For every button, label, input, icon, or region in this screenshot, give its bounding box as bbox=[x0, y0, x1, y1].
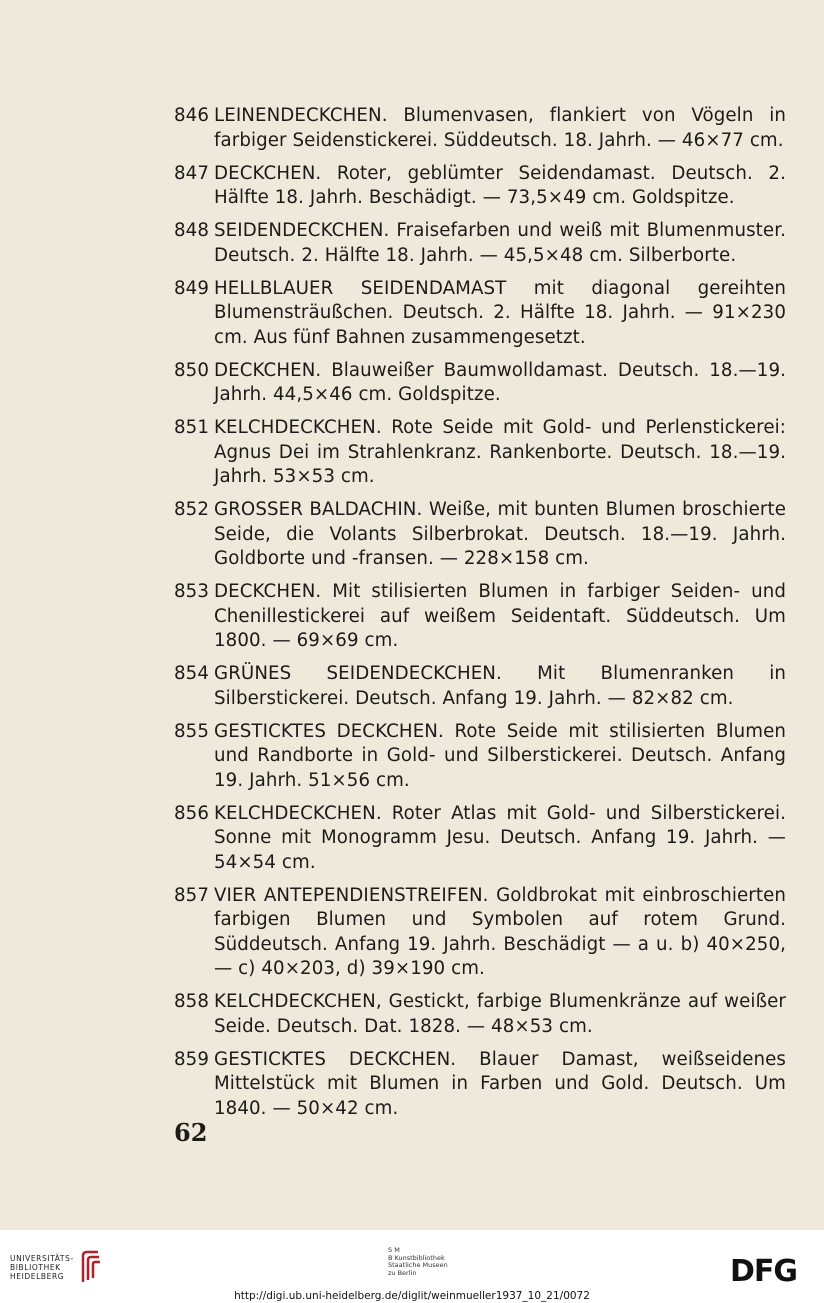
catalog-entry bbox=[174, 219, 786, 268]
digitization-footer bbox=[0, 1230, 824, 1303]
entry-number: 852 bbox=[174, 499, 210, 520]
entry-text: LEINENDECKCHEN. Blumenvasen, flankiert von Vögeln in farbiger Seidenstickerei. Süddeutsch. 18. Jahrh. — 46×77 cm. bbox=[214, 105, 786, 151]
entry-number: 854 bbox=[174, 663, 210, 684]
catalog-entry bbox=[174, 990, 786, 1039]
entry-number: 853 bbox=[174, 581, 210, 602]
catalog-entry bbox=[174, 359, 786, 408]
svg-text:DFG: DFG bbox=[730, 1256, 798, 1284]
catalog-entry bbox=[174, 580, 786, 654]
entry-text: GESTICKTES DECKCHEN. Rote Seide mit stilisierten Blumen und Randborte in Gold- und Silberstickerei. Deutsch. Anfang 19. Jahrh. 51×56 cm. bbox=[214, 720, 786, 791]
catalog-entry bbox=[174, 416, 786, 490]
entry-text: SEIDENDECKCHEN. Fraisefarben und weiß mit Blumenmuster. Deutsch. 2. Hälfte 18. Jahrh. — 45,5×48 cm. Silberborte. bbox=[214, 220, 786, 266]
entry-text: DECKCHEN. Mit stilisierten Blumen in farbiger Seiden- und Chenillestickerei auf weißem Seidentaft. Süddeutsch. Um 1800. — 69×69 cm. bbox=[214, 581, 786, 651]
entry-number: 849 bbox=[174, 277, 210, 299]
entry-number: 856 bbox=[174, 802, 210, 824]
entry-text: GROSSER BALDACHIN. Weiße, mit bunten Blumen broschierte Seide, die Volants Silberbrokat. Deutsch. 18.—19. Jahrh. Goldborte und -fransen. — 228×158 cm. bbox=[214, 499, 786, 569]
catalog-entry bbox=[174, 720, 786, 794]
catalog-entry bbox=[174, 662, 786, 711]
entry-text: VIER ANTEPENDIENSTREIFEN. Goldbrokat mit einbroschierten farbigen Blumen und Symbolen auf rotem Grund. Süddeutsch. Anfang 19. Jahrh. Beschädigt — a u. b) 40×250, — c) 40×203, d) 39×190 cm. bbox=[214, 884, 786, 979]
entry-text: KELCHDECKCHEN, Gestickt, farbige Blumenkränze auf weißer Seide. Deutsch. Dat. 1828. — 48×53 cm. bbox=[214, 991, 786, 1037]
entry-number: 858 bbox=[174, 991, 210, 1012]
catalog-entry bbox=[174, 498, 786, 572]
catalog-entry bbox=[174, 162, 786, 211]
dfg-logo[interactable] bbox=[730, 1256, 812, 1288]
catalog-entry bbox=[174, 884, 786, 982]
page-number: 62 bbox=[174, 1118, 208, 1147]
entry-number: 847 bbox=[174, 162, 210, 184]
entry-text: KELCHDECKCHEN. Roter Atlas mit Gold- und Silberstickerei. Sonne mit Monogramm Jesu. Deutsch. Anfang 19. Jahrh. — 54×54 cm. bbox=[214, 802, 786, 873]
entry-number: 857 bbox=[174, 884, 210, 906]
university-library-logo[interactable] bbox=[10, 1250, 102, 1284]
catalog-entry bbox=[174, 802, 786, 876]
entry-number: 848 bbox=[174, 220, 210, 241]
entry-text: GRÜNES SEIDENDECKCHEN. Mit Blumenranken in Silberstickerei. Deutsch. Anfang 19. Jahrh. — 82×82 cm. bbox=[214, 663, 786, 709]
catalog-entry bbox=[174, 1048, 786, 1122]
entry-number: 846 bbox=[174, 105, 210, 126]
catalog-entry bbox=[174, 277, 786, 351]
entry-text: KELCHDECKCHEN. Rote Seide mit Gold- und Perlenstickerei: Agnus Dei im Strahlenkranz. Rankenborte. Deutsch. 18.—19. Jahrh. 53×53 cm. bbox=[214, 417, 786, 487]
permalink-url[interactable]: http://digi.ub.uni-heidelberg.de/diglit/weinmueller1937_10_21/0072 bbox=[234, 1290, 590, 1302]
entry-number: 855 bbox=[174, 720, 210, 742]
catalog-entries bbox=[174, 104, 786, 1130]
library-name: UNIVERSITÄTS- BIBLIOTHEK HEIDELBERG bbox=[10, 1253, 74, 1281]
dfg-logo-icon bbox=[730, 1256, 812, 1284]
entry-number: 851 bbox=[174, 417, 210, 438]
entry-text: DECKCHEN. Blauweißer Baumwolldamast. Deutsch. 18.—19. Jahrh. 44,5×46 cm. Goldspitze. bbox=[214, 359, 786, 405]
library-stamp: S M B Kunstbibliothek Staatliche Museen zu Berlin bbox=[388, 1246, 448, 1277]
entry-text: DECKCHEN. Roter, geblümter Seidendamast. Deutsch. 2. Hälfte 18. Jahrh. Beschädigt. — 73,5×49 cm. Goldspitze. bbox=[214, 162, 786, 208]
entry-number: 850 bbox=[174, 359, 210, 381]
entry-text: HELLBLAUER SEIDENDAMAST mit diagonal gereihten Blumensträußchen. Deutsch. 2. Hälfte 18. Jahrh. — 91×230 cm. Aus fünf Bahnen zusammengesetzt. bbox=[214, 277, 786, 348]
entry-text: GESTICKTES DECKCHEN. Blauer Damast, weißseidenes Mittelstück mit Blumen in Farben und Gold. Deutsch. Um 1840. — 50×42 cm. bbox=[214, 1048, 786, 1119]
library-emblem-icon bbox=[80, 1250, 102, 1284]
entry-number: 859 bbox=[174, 1048, 210, 1070]
catalog-entry bbox=[174, 104, 786, 153]
